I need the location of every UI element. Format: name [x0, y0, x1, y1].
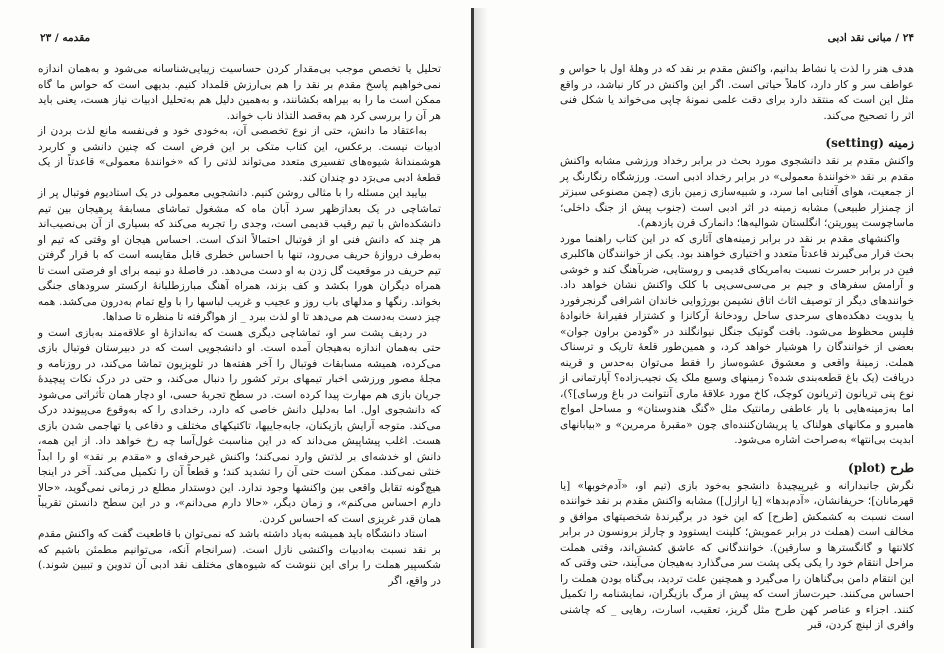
left-paragraph-4: در ردیف پشت سر او، تماشاچی دیگری هست که به‌اندازهٔ او علاقه‌مند به‌بازی است و حتی به‌همان اندازه به‌هیجان آمده است. او دانشجویی است که در دبیرستان فوتبال بازی می‌کرده، همیشه مسابقات فوتبال را آخر هفته‌ها در تلویزیون تماشا می‌کند، در روزنامه و مجلهٔ مصور ورزشی اخبار تیمهای برتر کشور را دنبال می‌کند، و حتی در درک نکات پیچیدهٔ جریان بازی هم مهارت پیدا کرده است. در سطح تجربهٔ حسی، او دچار همان تأثراتی می‌شود که دانشجوی اول. اما به‌دلیل دانش خاصی که دارد، رخدادی را که به‌وقوع می‌پیوندد درک می‌کند. متوجه آرایش بازیکنان، جابه‌جاییها، تاکتیکهای مختلف و دفاعی یا تهاجمی شدن بازی هست. اغلب پیشاپیش می‌داند که در این مناسبت غول‌آسا چه رخ خواهد داد. از این همه، دانش او خدشه‌ای بر لذتش وارد نمی‌کند؛ واکنش غیرحرفه‌ای و «مقدم بر نقد» او را ابداً خنثی نمی‌کند. ممکن است حتی آن را تشدید کند؛ و قطعاً آن را تکمیل می‌کند. آخر در اینجا هیچ‌گونه تقابل واقعی بین واکنشها وجود ندارد. این دوستدار مطلع در زمانی نمی‌گوید، «حالا دارم احساس می‌کنم»، و زمان دیگر، «حالا دارم می‌دانم»، و در این سطح دانستن تقریباً همان قدر غریزی است که احساس کردن.: [38, 326, 441, 525]
left-page: [0, 0, 471, 653]
section-setting: [560, 134, 914, 449]
right-page-body: [560, 62, 914, 634]
left-page-header: مقدمه / ۲۳: [40, 32, 91, 44]
left-paragraph-3: بیایید این مسئله را با مثالی روشن کنیم. دانشجویی معمولی در یک استادیوم فوتبال پر از تماشاچی در یک بعدازظهر سرد آبان ماه که مشغول تماشای مسابقهٔ پرهیجان بین تیم دانشکده‌اش با تیم رقیب قدیمی است، وجدی را تجربه می‌کند که بسیاری از آن بی‌نصیب‌اند هر چند که دانش فنی او از فوتبال احتمالاً اندک است. احساس هیجان او وقتی که تیم او به‌طرف دروازهٔ حریف می‌رود، تنها با احساس خطری قابل مقایسه است که با قرار گرفتن تیم حریف در موقعیت گل زدن به او دست می‌دهد. در فاصلهٔ دو نیمه برای او فرصتی است تا همراه دیگران هورا بکشد و کف بزند، همراه آهنگ مبارزطلبانهٔ ارکستر سرودهای جنگی بخواند. رنگها و مدلهای باب روز و عجیب و غریب لباسها را با ولع تمام به‌درون می‌کشد. همه چیز دست به‌دست هم می‌دهد تا او لذت ببرد _ از هواگرفته تا منظره تا صداها.: [38, 187, 441, 323]
section-title-setting: زمینه (setting): [825, 136, 914, 150]
right-intro-paragraph: هدف هنر را لذت یا نشاط بدانیم، واکنش مقدم بر نقد که در وهلهٔ اول با حواس و عواطف سر و کار دارد، کاملاً حیاتی است. اگر این واکنش در کار نباشد، در واقع مثل این است که منتقد دارد برای دقت علمی نمونهٔ چاپی می‌خواند یا شکل فنی اثر را تصحیح می‌کند.: [560, 63, 914, 122]
section-title-plot: طرح (plot): [848, 460, 914, 475]
left-paragraph-2: به‌اعتقاد ما دانش، حتی از نوع تخصصی آن، به‌خودی خود و فی‌نفسه مانع لذت بردن از ادبیات نیست. برعکس، این کتاب متکی بر این فرض است که چنین دانشی و کاربرد هوشمندانهٔ شیوه‌های تفسیری متعدد می‌تواند لذتی را که «خوانندهٔ معمولی» قاعدتاً از یک قطعهٔ ادبی می‌برَد دو چندان کند.: [38, 125, 441, 184]
left-paragraph-5: استاد دانشگاه باید همیشه به‌یاد داشته باشد که نمی‌توان با قاطعیت گفت که واکنش مقدم بر نقد نسبت به‌ادبیات واکنشی نازل است. (سرانجام آنکه، می‌توانیم مطمئن باشیم که شکسپیر هملت را برای این ننوشت که شیوه‌های مختلف نقد ادبی آن تدوین و تبیین شوند.) در واقع، اگر: [38, 528, 441, 587]
right-page: [488, 0, 944, 653]
gutter-shadow: [474, 8, 488, 648]
setting-paragraph-2: واکنشهای مقدم بر نقد در برابر زمینه‌های آثاری که در این کتاب راهنما مورد بحث قرار می‌گیرند قاعدتاً متعدد و اختیاری خواهند بود. یکی از خوانندگان هاکلبری فین در برابر حسرت نسبت به‌امریکای قدیمی و روستایی، ضربآهنگ کند و خوشی و آرامش سفرهای و جیم بر می‌سی‌سی‌پی با کلک واکنش نشان خواهد داد. خوانندهای دیگر از توصیف اثاث اتاق نشیمن بورژوایی خاندان اشرافی گرنجرفورد یا بدویت دهکده‌های سرحدی ساحل رودخانهٔ آرکانزا و کشتزار فقیرانهٔ خانوادهٔ فلپس محظوظ می‌شود. بافت گوتیک جنگل نیوانگلند در «گودمن براون جوان» بعضی از خوانندگان را هوشیار خواهد کرد، و همین‌طور قلعهٔ تاریک و ترسناک هملت. زمینهٔ واقعی و معشوق عشوه‌ساز را فقط می‌توان به‌حدس و قرینه دریافت (یک باغ قطعه‌بندی شده؟ زمینهای وسیع ملک یک نجیب‌زاده؟ آپارتمانی از نوع پنی تریانون [تریانون کوچک، کاخ مورد علاقهٔ ماری آنتوانت در باغ ورسای]؟)، اما به‌زمینه‌هایی با یار عاطفی رمانتیک مثل «گنگ هندوستان» و مساحل امواج هامبرو و مکانهای هولناک یا پریشان‌کننده‌ای چون «مقبرهٔ مرمرین» و «بیابانهای ابدیت بی‌انتها» به‌صراحت اشاره می‌شود.: [560, 232, 914, 446]
left-page-body: [38, 62, 441, 589]
left-paragraph-1: تحلیل یا تخصص موجب بی‌مقدار کردن حساسیت زیبایی‌شناسانه می‌شود و به‌همان اندازه نمی‌خواهیم پاسخ مقدم بر نقد را هم بی‌ارزش قلمداد کنیم. بدیهی است که حواس ما گاه ممکن است ما را به بیراهه بکشانند، و به‌همین دلیل هم به‌تحلیل ادبیات نیاز هست، یعنی باید هر آن را بررسی کرد هم به‌قصد التذاذ ناب خواند.: [38, 63, 441, 122]
section-plot: [560, 459, 914, 634]
setting-paragraph-1: واکنش مقدم بر نقد دانشجوی مورد بحث در برابر رخداد ورزشی مشابه واکنش مقدم بر نقد «خوانندهٔ معمولی» در برابر رخداد ادبی است. ورزشگاه رنگارنگ پر از جمعیت، هوای آفتابی اما سرد، و شبیه‌سازی زمین بازی (چمن مصنوعی سبزتر از چمنزار طبیعی) مشابه زمینه در اثر ادبی است (جنوب پیش از جنگ داخلی؛ ماساچوست پیوریتن؛ انگلستان شوالیه‌ها؛ دانمارک قرن یازدهم).: [560, 155, 914, 229]
plot-paragraph-1: نگرش جانبدارانه و غیرپیچیدهٔ دانشجو به‌خود بازی (تیم او، «آدم‌خوبها» [یا قهرمانان]؛ حریفانشان، «آدم‌بدها» [یا ارازل]) مشابه واکنش مقدم بر نقد خواننده است نسبت به کشمکش [طرح] که این خود در برگیرندهٔ شخصیتهای موافق و مخالف است (هملت در برابر عمویش؛ کلینت ایستوود و چارلز برونسون در برابر کلانتها و گانگسترها و سارقین). خوانندگانی که عاشق کشش‌اند، وقتی هملت مراحل انتقام خود را یکی یکی پشت سر می‌گذارد به‌هیجان می‌آیند، حتی وقتی که این انتقام دامن بی‌گناهان را می‌گیرد و همچنین علت تردید، بی‌گناه بودن هملت را احساس می‌کنند. حیرت‌ساز است که پیش از مرگ بازیگران، نمایشنامه را تکمیل کنند. اجزاء و عناصر کهن طرح مثل گریز، تعقیب، اسارت، رهایی _ که چاشنی وافری از لینچ کردن، قبر: [560, 479, 914, 631]
right-page-header: ۲۴ / مبانی نقد ادبی: [827, 32, 914, 44]
